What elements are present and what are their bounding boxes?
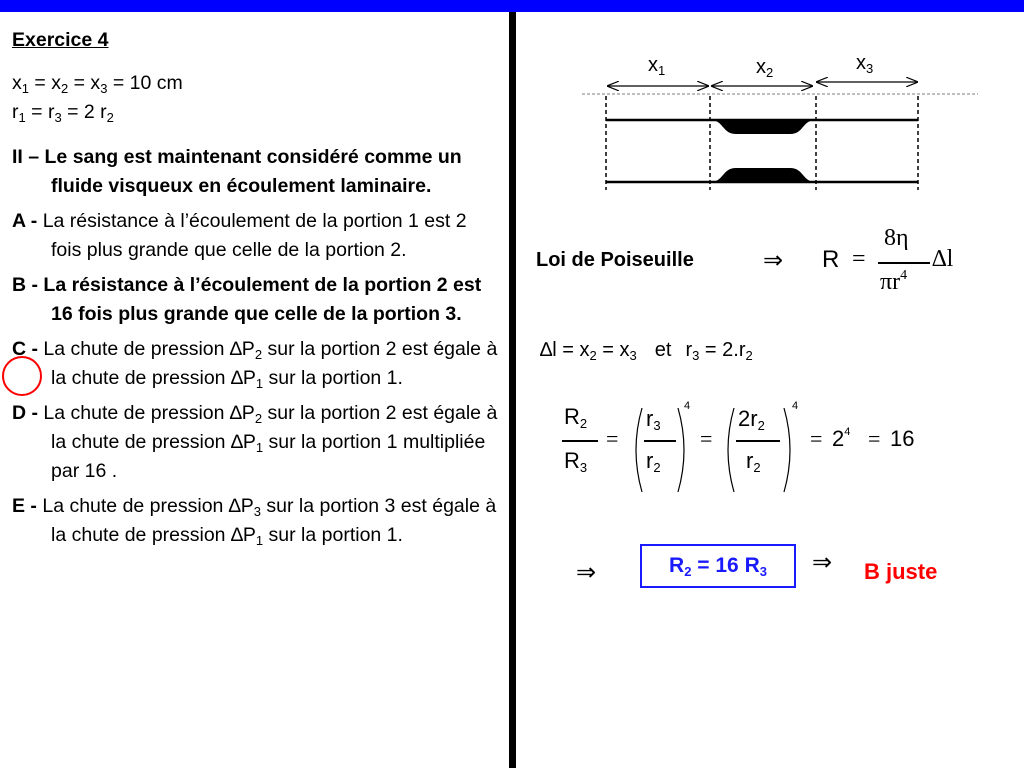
- label-x1: $x_1$: [648, 54, 666, 78]
- given-line-2: $r_1 = r_3 = 2$ $r_2$: [12, 101, 114, 125]
- stenosis-bottom: [710, 168, 816, 182]
- verdict-label: B juste: [864, 559, 938, 584]
- answer-circle-highlight: [2, 356, 42, 396]
- stenosis-top: [710, 120, 816, 134]
- option-e: E - La chute de pression $\Delta P_3$ sur la portion 3 est égale à la chute de pression $\Delta P_1$ sur la portion 1.: [12, 495, 497, 548]
- column-divider: [509, 12, 516, 768]
- ratio-R3: $R_3$: [564, 448, 588, 475]
- option-d: D - La chute de pression $\Delta P_2$ sur la portion 2 est égale à la chute de pression $\Delta P_1$ sur la portion 1 multipliée par 16 .: [12, 402, 498, 482]
- ratio-r2: $r_2$: [646, 448, 661, 475]
- condition-line: $\Delta l = x_2 = x_3$ et $r_3 = 2.r_2$: [540, 339, 753, 363]
- poiseuille-implies: ⇒: [763, 248, 784, 274]
- ratio-r2-b: $r_2$: [746, 448, 761, 475]
- ratio-R2: $R_2$: [564, 404, 588, 431]
- intro-text: II – Le sang est maintenant considéré comme un fluide visqueux en écoulement laminaire.: [12, 146, 462, 197]
- label-x2: $x_2$: [756, 56, 774, 80]
- solution-panel: $x_1$ $x_2$ $x_3$ Loi de Poiseuille ⇒ R = 8η $\pi r^4$ ∆l $\Delta l = x_2 = x_3$ et $r_3 = 2.r_2$ $R_2$ $R_3$ = $r_3$ $r_2$ 4 = $2r_2$ $r_2$ 4 = $2^4$ = 16 ⇒ $R_2 = 16$ $R_3$ ⇒ B juste: [516, 12, 1024, 768]
- poiseuille-R: R: [822, 246, 840, 273]
- label-x3: $x_3$: [856, 52, 874, 76]
- poiseuille-fraction-bar: [878, 262, 930, 264]
- ratio-2r2: $2r_2$: [738, 406, 765, 433]
- option-a: A - La résistance à l’écoulement de la portion 1 est 2 fois plus grande que celle de la portion 2.: [12, 210, 467, 261]
- option-c: C - La chute de pression $\Delta P_2$ sur la portion 2 est égale à la chute de pression $\Delta P_1$ sur la portion 1.: [12, 338, 498, 391]
- vessel-diagram: [576, 50, 986, 200]
- result-box: $R_2 = 16$ $R_3$: [640, 544, 796, 588]
- poiseuille-denominator: $\pi r^4$: [880, 268, 908, 295]
- poiseuille-numerator: 8η: [884, 225, 909, 251]
- exercise-panel: [12, 26, 502, 556]
- result-implies: ⇒: [576, 560, 597, 586]
- exercise-title: Exercice 4: [12, 29, 109, 51]
- option-b: B - La résistance à l’écoulement de la portion 2 est 16 fois plus grande que celle de la portion 3.: [12, 274, 482, 325]
- poiseuille-delta-l: ∆l: [932, 246, 954, 272]
- ratio-two-pow: $2^4$: [832, 426, 851, 451]
- ratio-result: 16: [890, 426, 915, 451]
- result-implies-2: ⇒: [812, 550, 833, 576]
- poiseuille-label: Loi de Poiseuille: [536, 249, 694, 271]
- top-bar: [0, 0, 1024, 12]
- given-line-1: $x_1 = x_2 = x_3 = 10$ cm: [12, 72, 183, 96]
- poiseuille-equals: =: [852, 246, 866, 272]
- ratio-r3: $r_3$: [646, 406, 661, 433]
